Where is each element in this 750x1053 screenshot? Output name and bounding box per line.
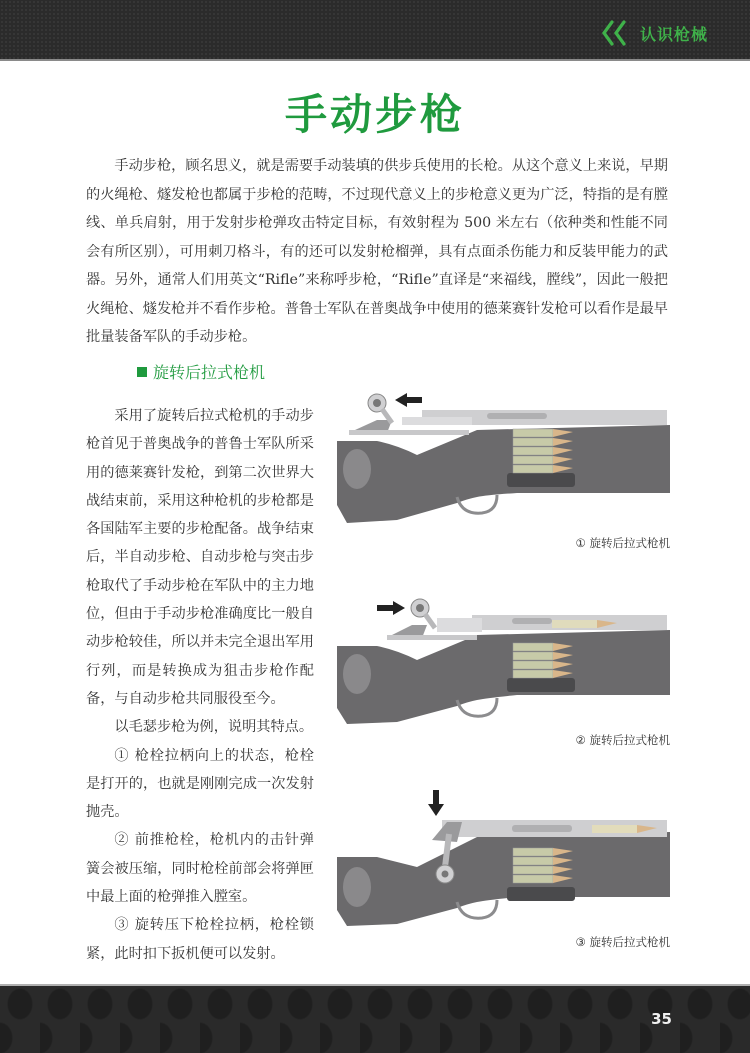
step-3-paragraph: ③ 旋转压下枪栓拉柄，枪栓锁紧，此时扣下扳机便可以发射。: [86, 917, 314, 962]
double-chevron-left-icon: [600, 20, 632, 46]
arrow-left-icon: [395, 393, 422, 407]
bullet-square-icon: [137, 367, 147, 377]
subsection-heading-label: 旋转后拉式枪机: [153, 363, 266, 382]
arrow-right-icon: [377, 601, 405, 615]
footer-bar: [0, 984, 750, 1053]
section-tag: [600, 20, 708, 46]
figure-caption: ① 旋转后拉式枪机: [575, 536, 670, 550]
figure-caption: ③ 旋转后拉式枪机: [575, 935, 670, 949]
step-1-paragraph: ① 枪栓拉柄向上的状态，枪栓是打开的，也就是刚刚完成一次发射抛壳。: [86, 747, 314, 821]
body-paragraph: 采用了旋转后拉式枪机的手动步枪首见于普奥战争的普鲁士军队所采用的德莱赛针发枪，到第二次世界大战结束前，采用这种枪机的步枪都是各国陆军主要的步枪配备。战争结束后，半自动步枪、自动步枪与突击步枪取代了手动步枪在军队中的主力地位，但由于手动步枪准确度比一般自动步枪较佳，所以并未完全退出军用行列，而是转换成为狙击步枪作配备，与自动步枪共同服役至今。: [86, 408, 314, 707]
step-2-paragraph: ② 前推枪栓，枪机内的击针弹簧会被压缩，同时枪栓前部会将弹匣中最上面的枪弹推入膛室。: [86, 832, 314, 906]
figure-caption: ② 旋转后拉式枪机: [575, 733, 670, 747]
body-paragraph: 以毛瑟步枪为例，说明其特点。: [114, 719, 314, 736]
figure-2: [337, 590, 670, 750]
figure-3: [337, 782, 670, 952]
intro-paragraph: 手动步枪，顾名思义，就是需要手动装填的供步兵使用的长枪。从这个意义上来说，早期的火绳枪、燧发枪也都属于步枪的范畴，不过现代意义上的步枪意义更为广泛，特指的是有膛线、单兵肩射，用于发射步枪弹攻击特定目标，有效射程为 500 米左右（依种类和性能不同会有所区别），可用刺刀格斗，有的还可以发射枪榴弹，具有点面杀伤能力和反装甲能力的武器。另外，通常人们用英文“Rifle”来称呼步枪，“Rifle”直译是“来福线，膛线”，因此一般把火绳枪、燧发枪并不看作步枪。普鲁士军队在普奥战争中使用的德莱赛针发枪可以看作是最早批量装备军队的手动步枪。: [86, 158, 668, 345]
header-bar: [0, 0, 750, 61]
page-title: 手动步枪: [284, 90, 465, 139]
intro-text: [86, 152, 668, 352]
body-column: [86, 402, 314, 968]
section-tag-label: 认识枪械: [639, 24, 708, 44]
page-number: 35: [651, 1010, 672, 1028]
rifle-bolt-locked-illustration: [337, 782, 670, 927]
rifle-bolt-forward-illustration: [337, 590, 670, 725]
subsection-heading: [137, 360, 265, 383]
figure-1: [337, 385, 670, 555]
rifle-bolt-open-illustration: [337, 385, 670, 525]
arrow-down-icon: [428, 790, 444, 816]
